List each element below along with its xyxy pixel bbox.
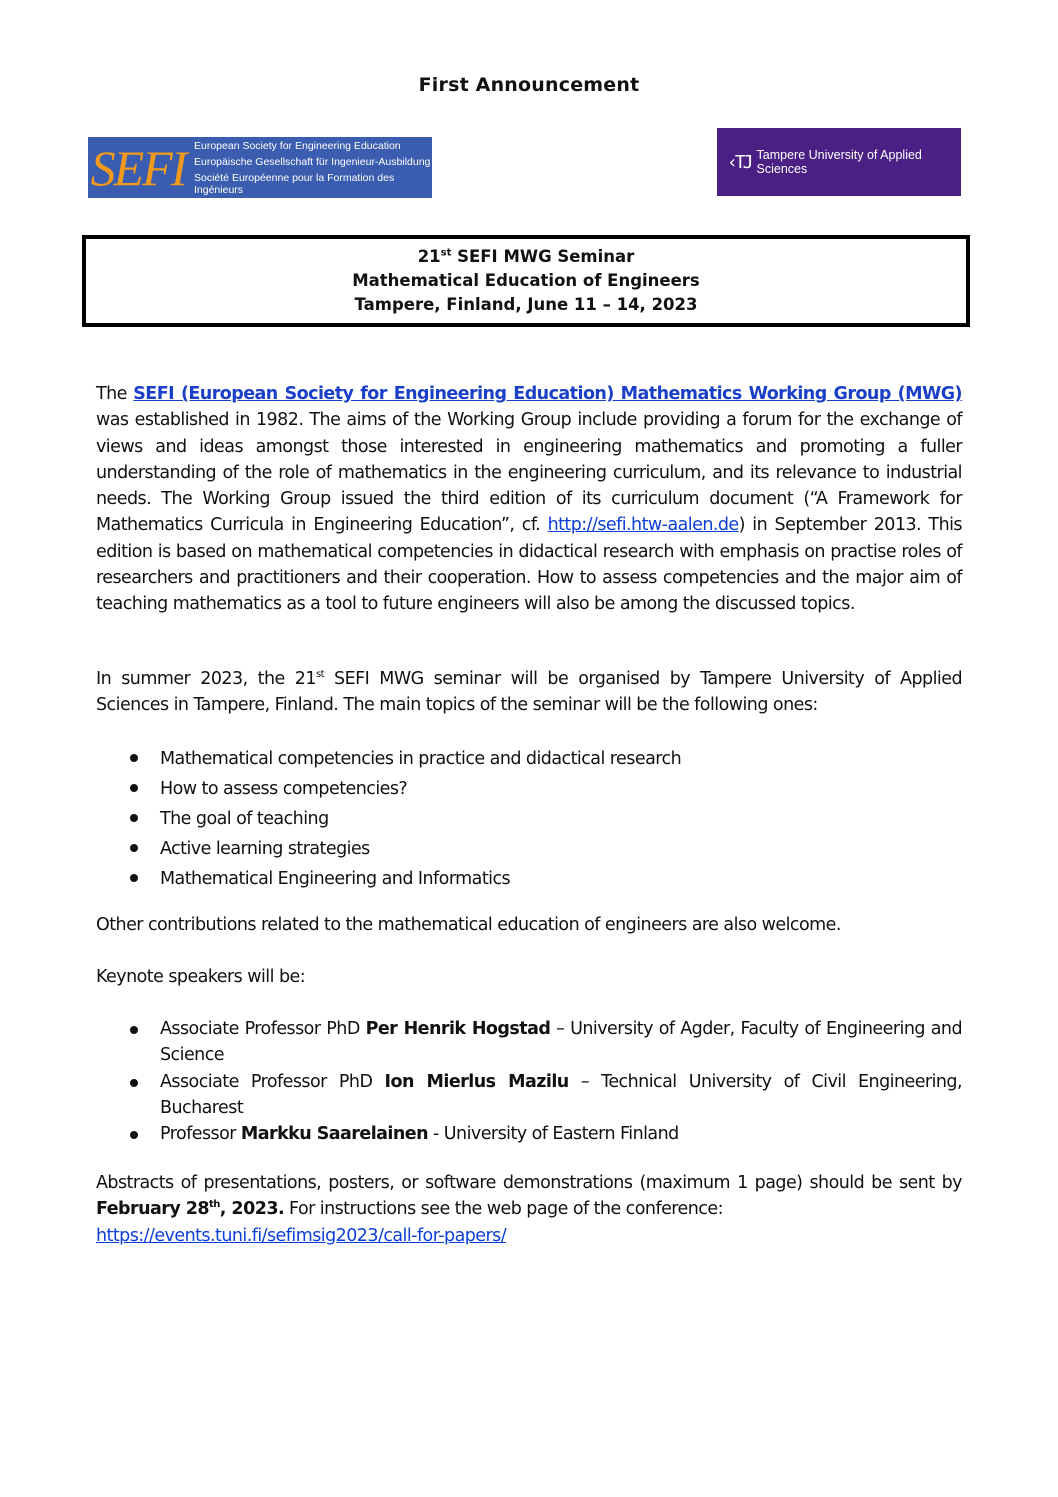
topic-item: Mathematical Engineering and Informatics — [96, 864, 962, 894]
seminar-number-suffix: st — [440, 247, 452, 259]
topic-item: The goal of teaching — [96, 804, 962, 834]
sefi-logo-line: European Society for Engineering Education — [194, 139, 401, 152]
keynote-affiliation: – Technical University of Civil Engineering, Bucharest — [160, 1071, 962, 1118]
seminar-title — [418, 245, 635, 269]
keynote-role: Associate Professor PhD — [160, 1071, 385, 1092]
keynote-item — [96, 1016, 962, 1069]
sefi-logo-text — [188, 137, 432, 198]
tamk-logo — [717, 128, 961, 196]
keynote-name: Markku Saarelainen — [240, 1124, 428, 1145]
deadline — [96, 1199, 284, 1219]
seminar-subtitle: Mathematical Education of Engineers — [352, 271, 700, 290]
sefi-logo-line: Société Européenne pour la Formation des Ingénieurs — [194, 171, 395, 196]
intro-text: was established in 1982. The aims of the Working Group include providing a forum for the exchange of views and ideas amongst those interested in engineering mathematics and promoting a fuller understanding of the role of mathematics in the engineering curriculum, and its relevance to industrial needs. The Working Group issued the third edition of its curriculum document (“A Framework for Mathematics Curricula in Engineering Education”, cf. — [96, 410, 962, 536]
summer-text: In summer 2023, the 21 — [96, 669, 316, 689]
topic-item: How to assess competencies? — [96, 774, 962, 804]
keynote-intro: Keynote speakers will be: — [96, 967, 306, 987]
ordinal-suffix: th — [208, 1199, 220, 1211]
ordinal-suffix: st — [315, 669, 324, 681]
announcement-heading: First Announcement — [418, 74, 640, 96]
keynote-role: Associate Professor PhD — [160, 1019, 366, 1039]
intro-text: The — [96, 384, 134, 404]
topic-item: Mathematical competencies in practice and didactical research — [96, 744, 962, 774]
topic-item: Active learning strategies — [96, 834, 962, 864]
deadline-date: February 28 — [96, 1199, 209, 1220]
tamk-name: Tampere University of Applied Sciences — [756, 148, 922, 176]
keynote-role: Professor — [160, 1124, 241, 1145]
keynote-name: Ion Mierlus Mazilu — [384, 1071, 569, 1092]
keynote-item — [96, 1121, 962, 1147]
abstracts-text: For instructions see the web page of the conference: — [284, 1199, 723, 1220]
intro-text: ) in September 2013. This edition is based on mathematical competencies in didactical research with emphasis on practise roles of researchers and practitioners and their cooperation. How to assess competencies and the major aim of teaching mathematics as a tool to future engineers will also be among the discussed topics. — [96, 515, 962, 615]
other-contributions: Other contributions related to the mathematical education of engineers are also welcome. — [96, 915, 841, 935]
call-for-papers-link[interactable]: https://events.tuni.fi/sefimsig2023/call-for-papers/ — [96, 1225, 507, 1246]
keynote-affiliation: – University of Agder, Faculty of Engineering and Science — [160, 1019, 962, 1066]
seminar-location-date: Tampere, Finland, June 11 – 14, 2023 — [354, 295, 698, 314]
keynote-item — [96, 1069, 962, 1122]
seminar-name: SEFI MWG Seminar — [451, 247, 635, 266]
keynote-list — [96, 1016, 962, 1147]
abstracts-text: Abstracts of presentations, posters, or software demonstrations (maximum 1 page) should be sent by — [96, 1173, 962, 1193]
keynote-name: Per Henrik Hogstad — [365, 1019, 551, 1039]
tamk-mark: ‹TJ — [727, 151, 751, 173]
summer-text: SEFI MWG seminar will be organised by Tampere University of Applied Sciences in Tampere, Finland. The main topics of the seminar will be the following ones: — [96, 669, 962, 716]
summer-paragraph — [96, 666, 962, 719]
topics-list — [96, 744, 962, 894]
seminar-title-box — [82, 235, 970, 327]
keynote-affiliation: - University of Eastern Finland — [428, 1124, 679, 1145]
sefi-logo — [88, 137, 432, 198]
sefi-htw-link[interactable]: http://sefi.htw-aalen.de — [547, 515, 739, 536]
seminar-number: 21 — [417, 247, 441, 266]
intro-paragraph — [96, 381, 962, 618]
mwg-link[interactable]: SEFI (European Society for Engineering Education) Mathematics Working Group (MWG) — [133, 384, 962, 404]
deadline-year: , 2023. — [219, 1199, 285, 1220]
sefi-mark: SEFI — [90, 139, 186, 196]
abstracts-paragraph — [96, 1170, 962, 1249]
sefi-logo-line: Europäische Gesellschaft für Ingenieur-Ausbildung — [194, 155, 431, 168]
